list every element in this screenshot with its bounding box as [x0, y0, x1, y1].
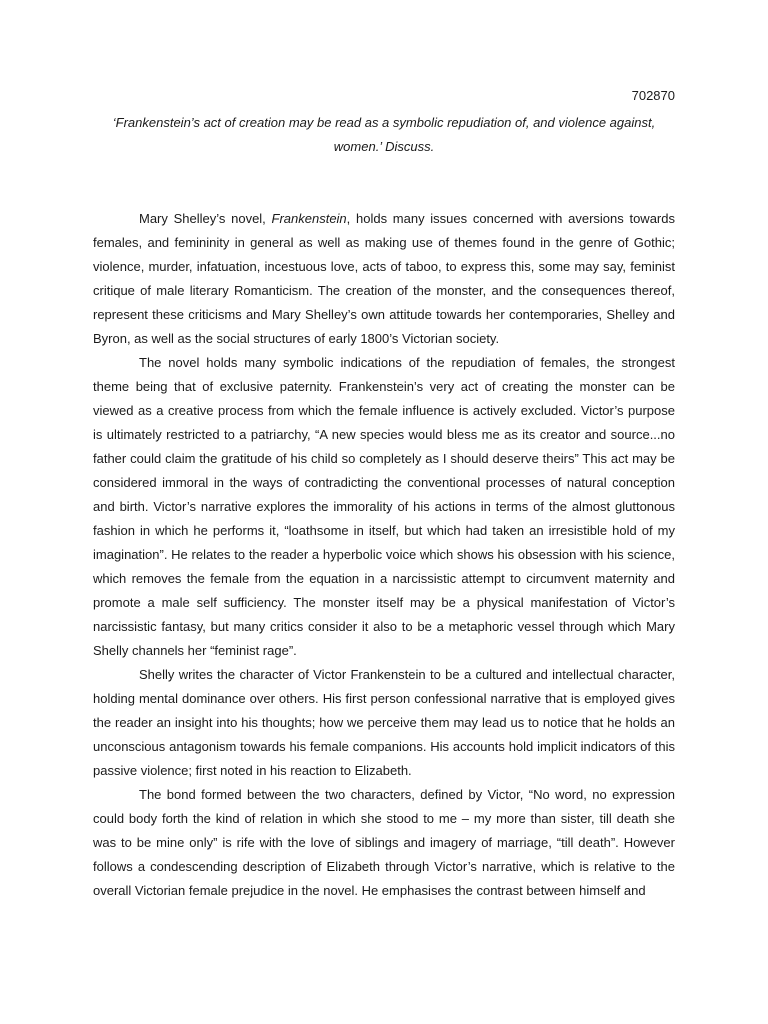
essay-question: ‘Frankenstein’s act of creation may be read as a symbolic repudiation of, and violence against, women.’ Discuss. [112, 115, 656, 154]
paragraph-1-rest: , holds many issues concerned with aversions towards females, and femininity in general as well as making use of themes found in the genre of Gothic; violence, murder, infatuation, incestuous love, acts of taboo, to express this, some may say, feminist critique of male literary Romanticism. The creation of the monster, and the consequences thereof, represent these criticisms and Mary Shelley’s own attitude towards her contemporaries, Shelley and Byron, as well as the social structures of early 1800’s Victorian society. [93, 211, 675, 346]
paragraph-4: The bond formed between the two characters, defined by Victor, “No word, no expression could body forth the kind of relation in which she stood to me – my more than sister, till death she was to be mine only” is rife with the love of siblings and imagery of marriage, “till death”. However follows a condescending description of Elizabeth through Victor’s narrative, which is relative to the overall Victorian female prejudice in the novel. He emphasises the contrast between himself and [93, 787, 675, 898]
paragraph-2: The novel holds many symbolic indications of the repudiation of females, the strongest theme being that of exclusive paternity. Frankenstein’s very act of creating the monster can be viewed as a creative process from which the female influence is actively excluded. Victor’s purpose is ultimately restricted to a patriarchy, “A new species would bless me as its creator and source...no father could claim the gratitude of his child so completely as I should deserve theirs” This act may be considered immoral in the ways of contradicting the conventional processes of natural conception and birth. Victor’s narrative explores the immorality of his actions in terms of the almost gluttonous fashion in which he performs it, “loathsome in itself, but which had taken an irresistible hold of my imagination”. He relates to the reader a hyperbolic voice which shows his obsession with his science, which removes the female from the equation in a narcissistic attempt to circumvent maternity and promote a male self sufficiency. The monster itself may be a physical manifestation of Victor’s narcissistic fantasy, but many critics consider it also to be a metaphoric vessel through which Mary Shelly channels her “feminist rage”. [93, 355, 675, 658]
paragraph-1-start: Mary Shelley’s novel, [139, 211, 272, 226]
paragraph-3: Shelly writes the character of Victor Frankenstein to be a cultured and intellectual character, holding mental dominance over others. His first person confessional narrative that is employed gives the reader an insight into his thoughts; how we perceive them may lead us to notice that he holds an unconscious antagonism towards his female companions. His accounts hold implicit indicators of this passive violence; first noted in his reaction to Elizabeth. [93, 667, 675, 778]
essay-body [93, 207, 675, 903]
student-id: 702870 [631, 88, 675, 103]
paragraph-1 [93, 207, 675, 351]
novel-title: Frankenstein [271, 211, 347, 226]
